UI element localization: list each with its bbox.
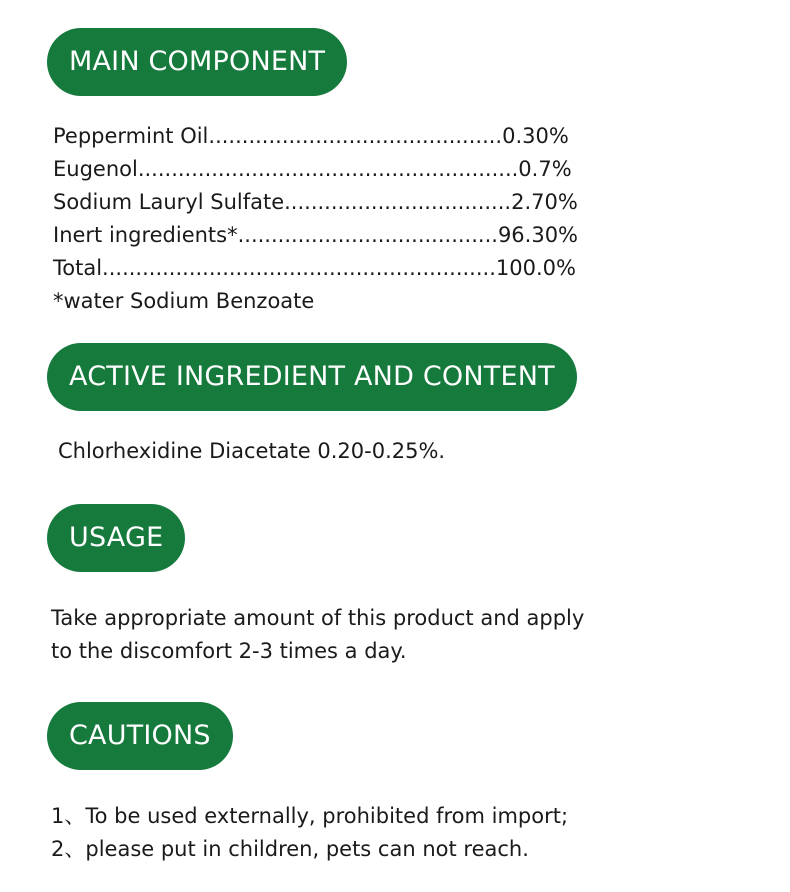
ingredient-line-inert-ingredients: Inert ingredients*.......................................96.30% — [53, 223, 579, 247]
ingredient-line-eugenol: Eugenol.........................................................0.7% — [53, 157, 572, 181]
ingredient-line-sodium-lauryl-sulfate: Sodium Lauryl Sulfate..................................2.70% — [53, 190, 578, 214]
usage-heading: USAGE — [47, 504, 185, 572]
caution-item: 1、To be used externally, prohibited from import; — [51, 804, 569, 828]
caution-item: 2、please put in children, pets can not reach. — [51, 837, 529, 861]
main-component-list — [53, 120, 578, 318]
main-component-heading: MAIN COMPONENT — [47, 28, 347, 96]
usage-line: Take appropriate amount of this product and apply — [51, 606, 585, 630]
ingredient-line-total: Total...........................................................100.0% — [53, 256, 576, 280]
cautions-list — [51, 800, 568, 866]
active-ingredient-heading: ACTIVE INGREDIENT AND CONTENT — [47, 343, 577, 411]
usage-line: to the discomfort 2-3 times a day. — [51, 639, 407, 663]
cautions-heading: CAUTIONS — [47, 702, 233, 770]
ingredient-footnote: *water Sodium Benzoate — [53, 289, 315, 313]
active-ingredient-text: Chlorhexidine Diacetate 0.20-0.25%. — [58, 439, 446, 463]
ingredient-line-peppermint-oil: Peppermint Oil............................................0.30% — [53, 124, 569, 148]
usage-text — [51, 602, 584, 668]
